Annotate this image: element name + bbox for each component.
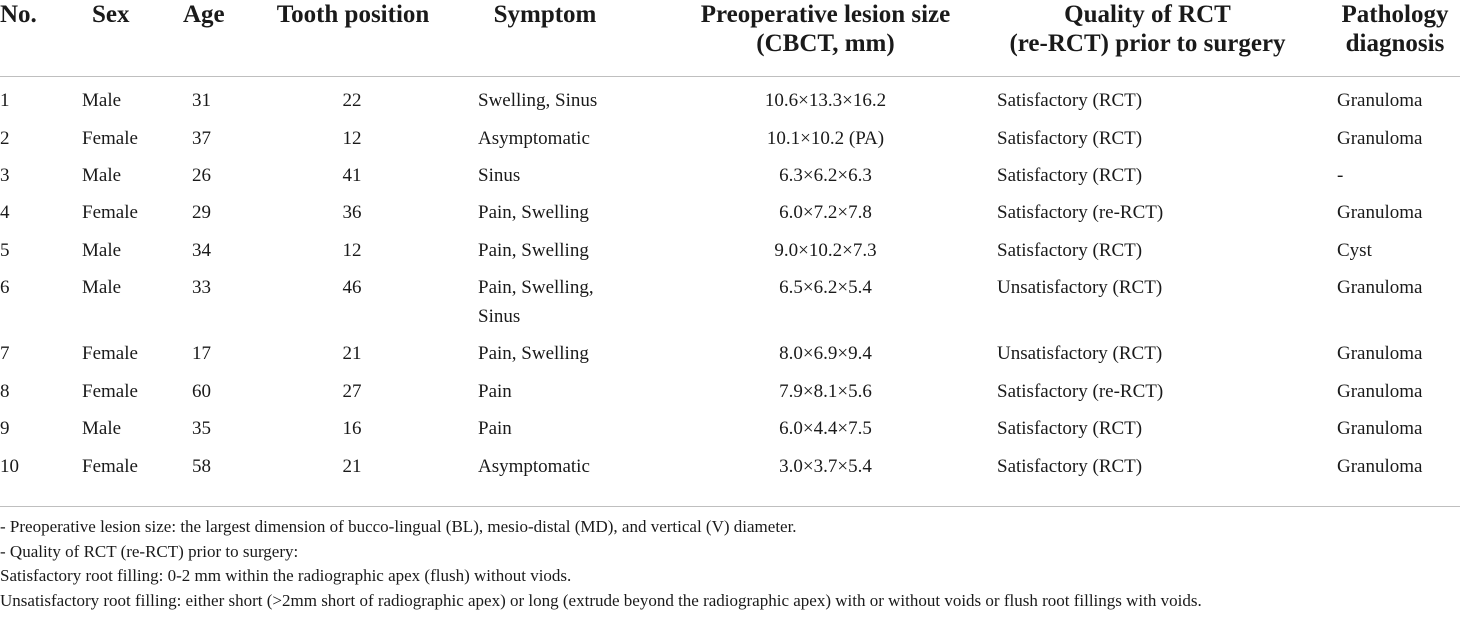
cell-tooth: 12 xyxy=(342,128,362,149)
cell-size: 8.0×6.9×9.4 xyxy=(779,343,872,364)
cell-age: 17 xyxy=(192,343,211,364)
cell-symptom-line: Sinus xyxy=(478,165,521,186)
cell-tooth: 21 xyxy=(342,456,362,477)
cell-tooth: 16 xyxy=(342,418,362,439)
cell-quality: Satisfactory (RCT) xyxy=(997,240,1143,261)
cell-sex: Female xyxy=(82,456,138,477)
footnote: Satisfactory root filling: 0-2 mm within the radiographic apex (flush) without viods. xyxy=(0,566,572,585)
cell-symptom-line: Pain xyxy=(478,381,512,402)
cell-age: 37 xyxy=(192,128,211,149)
cell-symptom xyxy=(478,236,678,265)
header-pathology xyxy=(1330,0,1460,58)
cell-pathology: Cyst xyxy=(1337,240,1372,261)
cell-no: 8 xyxy=(0,381,10,402)
cell-sex: Male xyxy=(82,165,122,186)
cell-tooth: 21 xyxy=(342,343,362,364)
cell-pathology: Granuloma xyxy=(1337,90,1423,111)
cell-age: 58 xyxy=(192,456,211,477)
cell-symptom xyxy=(478,414,678,443)
table-header xyxy=(0,0,1460,76)
cell-quality: Satisfactory (RCT) xyxy=(997,90,1143,111)
cell-symptom-line: Asymptomatic xyxy=(478,128,590,149)
cell-tooth: 27 xyxy=(342,381,362,402)
cell-no: 6 xyxy=(0,277,10,298)
cell-quality: Satisfactory (re-RCT) xyxy=(997,381,1164,402)
cell-symptom xyxy=(478,86,678,115)
cell-symptom-line: Pain xyxy=(478,418,512,439)
cell-no: 10 xyxy=(0,456,19,477)
cell-no: 9 xyxy=(0,418,10,439)
header-size xyxy=(688,0,963,58)
cell-size: 7.9×8.1×5.6 xyxy=(779,381,872,402)
footnote: Unsatisfactory root filling: either short (>2mm short of radiographic apex) or long (extrude beyond the radiographic apex) with or without voids or flush root fillings with voids. xyxy=(0,590,1202,610)
cell-tooth: 22 xyxy=(342,90,362,111)
cell-sex: Male xyxy=(82,90,122,111)
cell-no: 2 xyxy=(0,128,10,149)
cell-tooth: 46 xyxy=(342,277,362,298)
header-age-line: Age xyxy=(183,1,225,28)
cell-pathology: Granuloma xyxy=(1337,381,1423,402)
cell-symptom-line: Pain, Swelling xyxy=(478,240,589,261)
cell-quality: Satisfactory (re-RCT) xyxy=(997,202,1164,223)
cell-pathology: Granuloma xyxy=(1337,277,1423,298)
footnote: - Quality of RCT (re-RCT) prior to surgery: xyxy=(0,541,299,561)
cell-symptom xyxy=(478,124,678,153)
cell-age: 60 xyxy=(192,381,211,402)
cell-sex: Male xyxy=(82,240,122,261)
header-size-line: Preoperative lesion size xyxy=(700,1,951,28)
cell-symptom-line: Asymptomatic xyxy=(478,456,590,477)
cell-symptom-line: Pain, Swelling, xyxy=(478,277,594,298)
cell-sex: Female xyxy=(82,128,138,149)
cell-no: 3 xyxy=(0,165,10,186)
cell-sex: Male xyxy=(82,277,122,298)
header-no xyxy=(0,0,60,29)
cell-no: 5 xyxy=(0,240,10,261)
header-symptom-line: Symptom xyxy=(493,1,597,28)
header-sex xyxy=(92,0,162,29)
cell-sex: Female xyxy=(82,343,138,364)
cell-pathology: Granuloma xyxy=(1337,202,1423,223)
cell-symptom xyxy=(478,339,678,368)
cell-symptom xyxy=(478,273,678,331)
cell-no: 4 xyxy=(0,202,10,223)
cell-symptom xyxy=(478,198,678,227)
cell-tooth: 12 xyxy=(342,240,362,261)
cell-symptom-line: Pain, Swelling xyxy=(478,202,589,223)
cell-size: 9.0×10.2×7.3 xyxy=(774,240,877,261)
cell-quality: Satisfactory (RCT) xyxy=(997,128,1143,149)
cell-symptom xyxy=(478,452,678,481)
header-size-line: (CBCT, mm) xyxy=(756,30,895,57)
cell-age: 29 xyxy=(192,202,211,223)
header-age xyxy=(183,0,243,29)
cell-size: 10.6×13.3×16.2 xyxy=(764,90,887,111)
header-pathology-line: Pathology xyxy=(1341,1,1449,28)
cell-symptom-line: Sinus xyxy=(478,306,521,327)
cell-symptom-line: Swelling, Sinus xyxy=(478,90,598,111)
cell-age: 34 xyxy=(192,240,211,261)
header-quality-line: (re-RCT) prior to surgery xyxy=(1009,30,1286,57)
cell-pathology: Granuloma xyxy=(1337,456,1423,477)
cell-size: 6.3×6.2×6.3 xyxy=(779,165,872,186)
cell-pathology: Granuloma xyxy=(1337,343,1423,364)
cell-age: 31 xyxy=(192,90,211,111)
cell-age: 26 xyxy=(192,165,211,186)
cell-symptom xyxy=(478,377,678,406)
cell-quality: Unsatisfactory (RCT) xyxy=(997,343,1163,364)
header-sex-line: Sex xyxy=(92,1,130,28)
header-no-line: No. xyxy=(0,1,37,28)
cell-sex: Female xyxy=(82,202,138,223)
header-tooth-line: Tooth position xyxy=(276,1,430,28)
cell-size: 6.5×6.2×5.4 xyxy=(779,277,872,298)
table-footnotes xyxy=(0,515,1460,613)
cell-symptom xyxy=(478,161,678,190)
header-tooth xyxy=(268,0,438,29)
header-symptom xyxy=(470,0,620,29)
cell-age: 35 xyxy=(192,418,211,439)
header-quality-line: Quality of RCT xyxy=(1064,1,1231,28)
cell-size: 6.0×4.4×7.5 xyxy=(779,418,872,439)
cell-no: 1 xyxy=(0,90,10,111)
cell-size: 6.0×7.2×7.8 xyxy=(779,202,872,223)
cell-sex: Female xyxy=(82,381,138,402)
cell-tooth: 36 xyxy=(342,202,362,223)
cell-size: 10.1×10.2 (PA) xyxy=(766,128,885,149)
header-divider xyxy=(0,76,1460,77)
cell-pathology: Granuloma xyxy=(1337,418,1423,439)
cell-quality: Unsatisfactory (RCT) xyxy=(997,277,1163,298)
cell-pathology: Granuloma xyxy=(1337,128,1423,149)
cell-quality: Satisfactory (RCT) xyxy=(997,165,1143,186)
cell-sex: Male xyxy=(82,418,122,439)
cell-pathology: - xyxy=(1337,165,1344,186)
footer-divider xyxy=(0,506,1460,507)
footnote: - Preoperative lesion size: the largest dimension of bucco-lingual (BL), mesio-distal (MD), and vertical (V) diameter. xyxy=(0,517,797,536)
cell-quality: Satisfactory (RCT) xyxy=(997,418,1143,439)
cell-age: 33 xyxy=(192,277,211,298)
header-pathology-line: diagnosis xyxy=(1345,30,1445,57)
cell-size: 3.0×3.7×5.4 xyxy=(779,456,872,477)
cell-quality: Satisfactory (RCT) xyxy=(997,456,1143,477)
cell-tooth: 41 xyxy=(342,165,362,186)
header-quality xyxy=(985,0,1310,58)
cell-symptom-line: Pain, Swelling xyxy=(478,343,589,364)
cell-no: 7 xyxy=(0,343,10,364)
